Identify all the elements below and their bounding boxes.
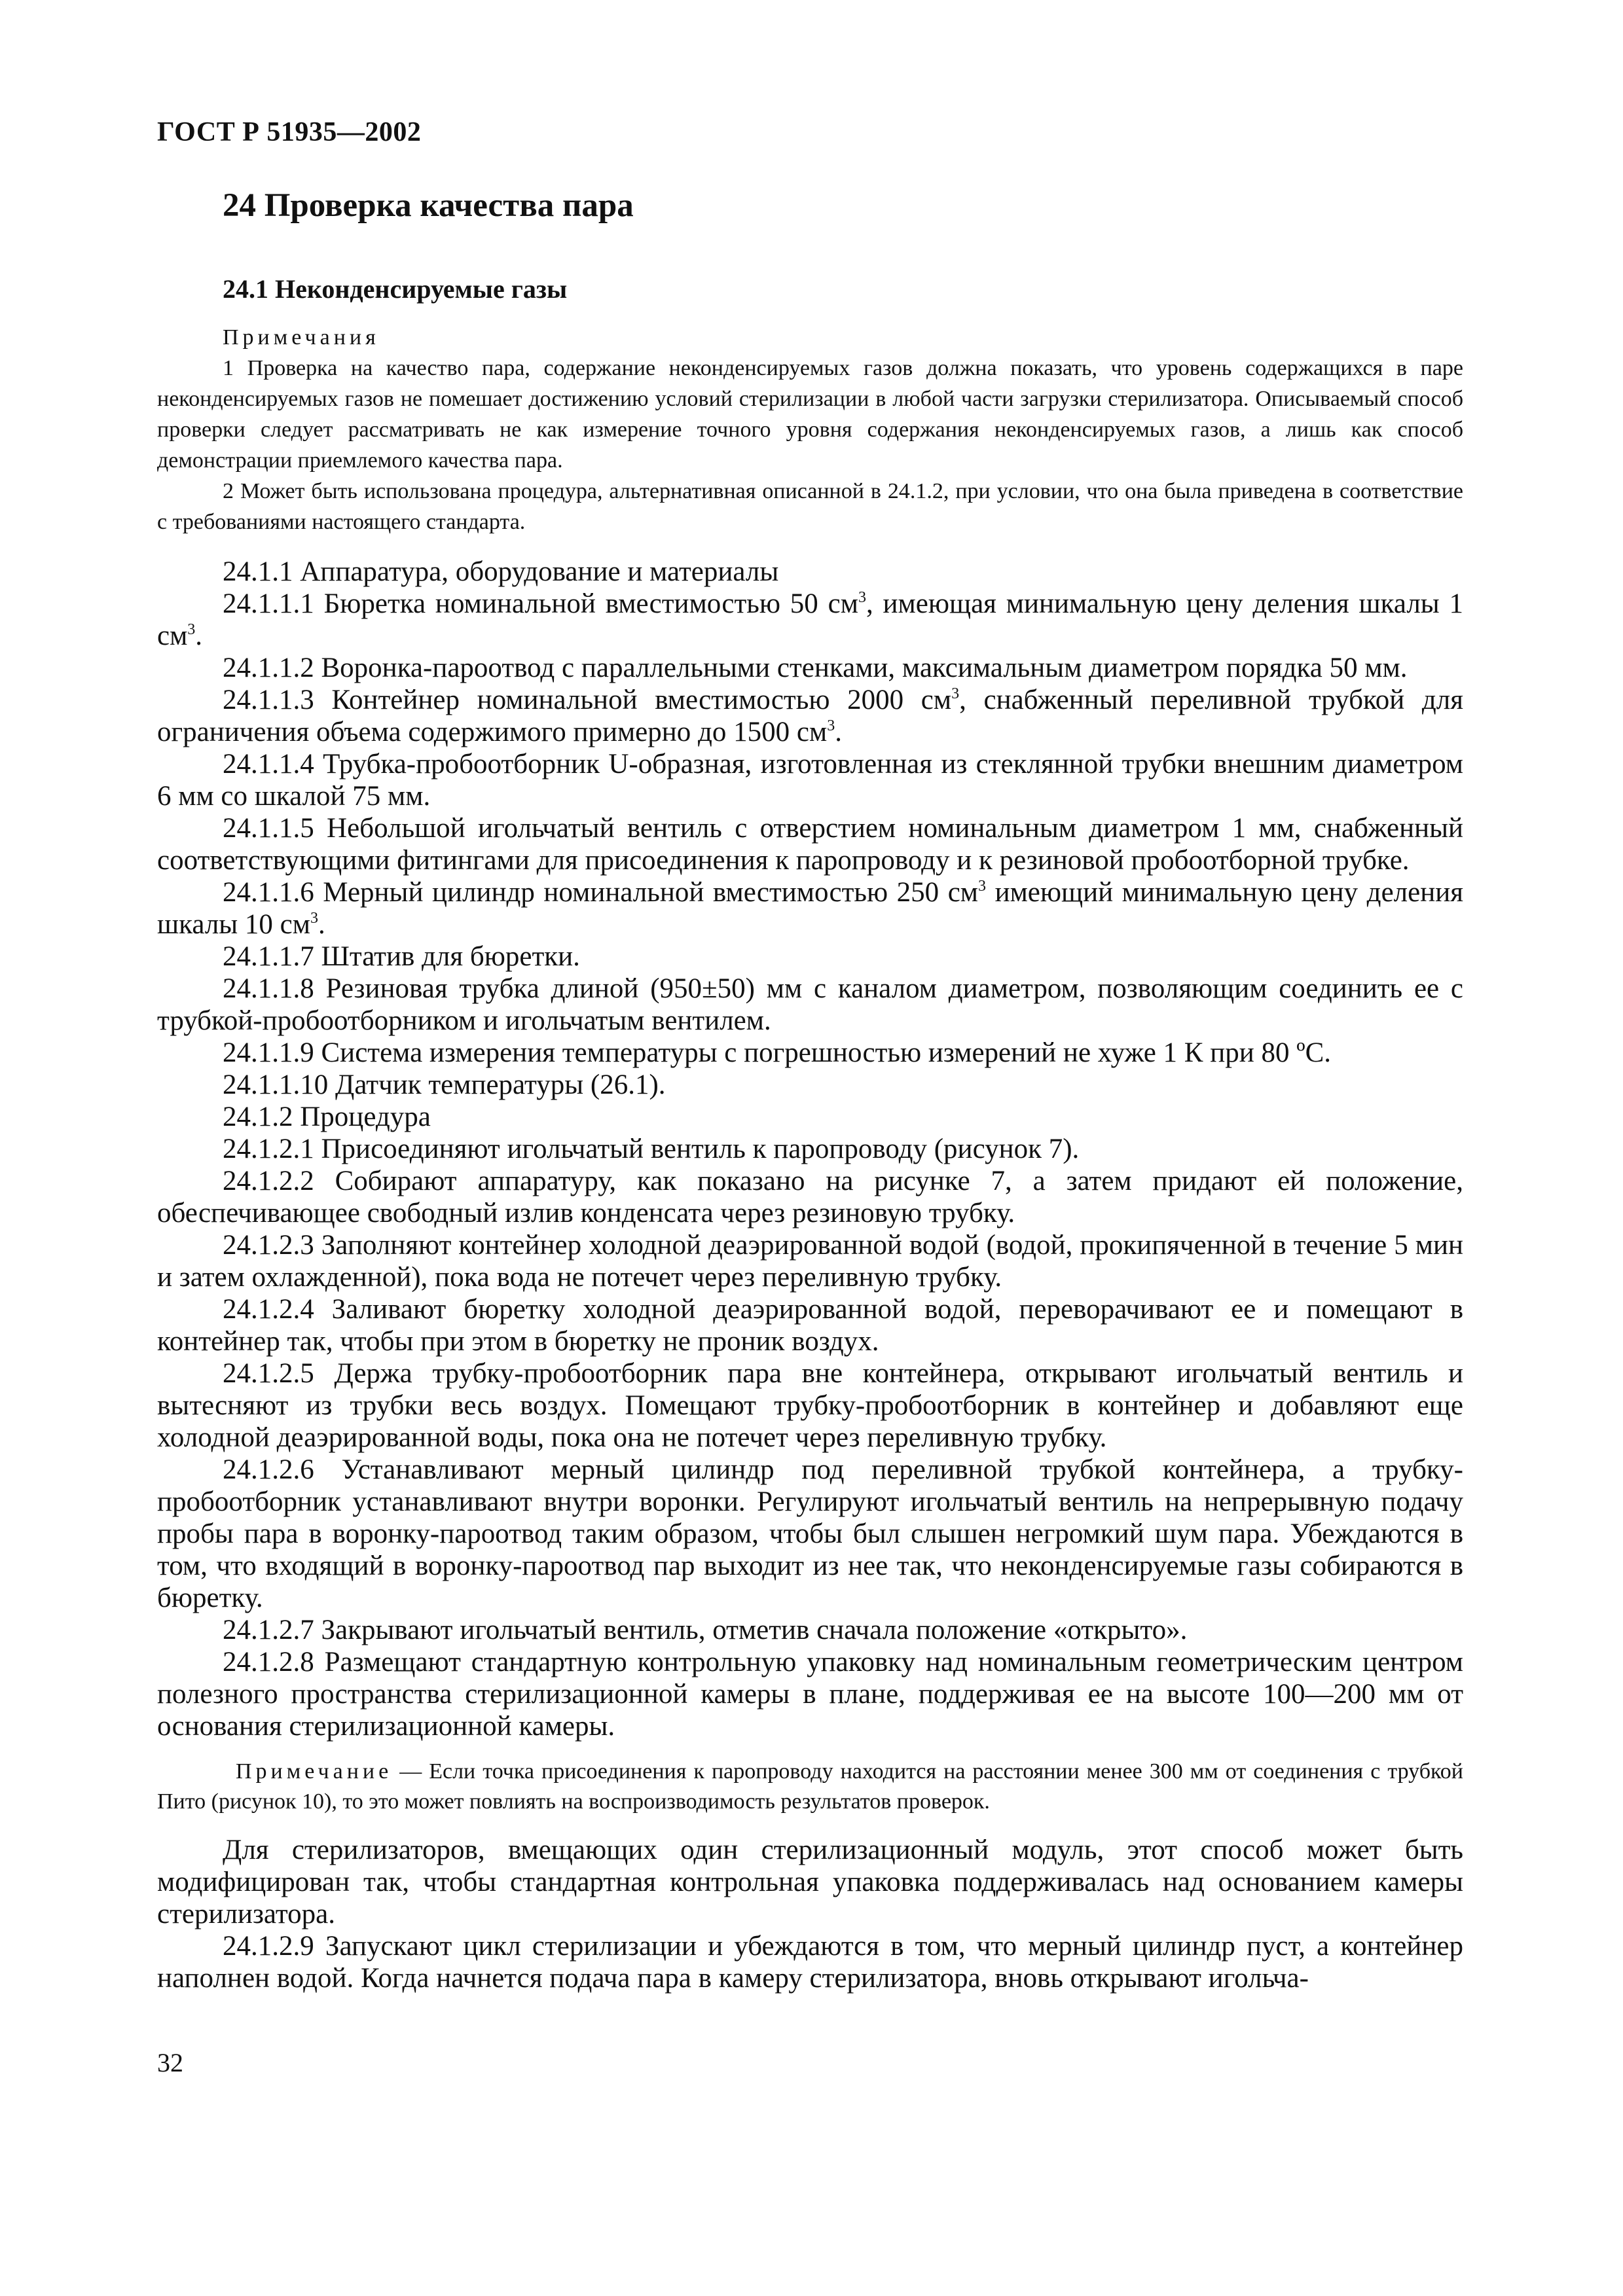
paragraph-24-1-1-10: 24.1.1.10 Датчик температуры (26.1). [223, 1069, 666, 1100]
section-title: 24 Проверка качества пара [223, 187, 634, 224]
paragraph-24-1-2-6: 24.1.2.6 Устанавливают мерный цилиндр под переливной трубкой контейнера, а трубку-пробоотборник устанавливают внутри воронки. Регулируют игольчатый вентиль на непрерывную подачу пробы пара в воронку-пароотвод таким образом, чтобы был слышен негромкий шум пара. Убеждаются в том, что входящий в воронку-пароотвод пар выходит из нее так, что неконденсируемые газы собираются в бюретку. [157, 1454, 1463, 1613]
paragraph-24-1-1-2: 24.1.1.2 Воронка-пароотвод с параллельными стенками, максимальным диаметром порядка 50 мм. [223, 653, 1408, 683]
paragraph-24-1-2-2: 24.1.2.2 Собирают аппаратуру, как показано на рисунке 7, а затем придают ей положение, обеспечивающее свободный излив конденсата через резиновую трубку. [157, 1166, 1463, 1229]
superscript-3: 3 [978, 878, 987, 895]
paragraph-text: . [318, 909, 325, 940]
paragraph-24-1-2-9: 24.1.2.9 Запускают цикл стерилизации и убеждаются в том, что мерный цилиндр пуст, а контейнер наполнен водой. Когда начнется подача пара в камеру стерилизатора, вновь открывают игольча- [157, 1931, 1463, 1994]
subsection-title: 24.1 Неконденсируемые газы [223, 274, 568, 304]
paragraph-24-1-1-8: 24.1.1.8 Резиновая трубка длиной (950±50) мм с каналом диаметром, позволяющим соединить ее с трубкой-пробоотборником и игольчатым вентилем. [157, 973, 1463, 1036]
paragraph-24-1-1: 24.1.1 Аппаратура, оборудование и материалы [223, 556, 779, 587]
paragraph-24-1-2-4: 24.1.2.4 Заливают бюретку холодной деаэрированной водой, переворачивают ее и помещают в контейнер так, чтобы при этом в бюретку не проник воздух. [157, 1294, 1463, 1357]
notes-block [157, 323, 1463, 537]
inline-note-label: Примечание [236, 1759, 393, 1784]
paragraph-24-1-1-3 [157, 684, 1463, 748]
superscript-3: 3 [951, 685, 960, 702]
paragraph-24-1-1-4: 24.1.1.4 Трубка-пробоотборник U-образная, изготовленная из стеклянной трубки внешним диаметром 6 мм со шкалой 75 мм. [157, 749, 1463, 812]
paragraph-24-1-2-3: 24.1.2.3 Заполняют контейнер холодной деаэрированной водой (водой, прокипяченной в течение 5 мин и затем охлажденной), пока вода не потечет через переливную трубку. [157, 1230, 1463, 1293]
paragraph-text: 24.1.1.3 Контейнер номинальной вместимостью 2000 см [223, 685, 952, 715]
paragraph-24-1-1-5: 24.1.1.5 Небольшой игольчатый вентиль с отверстием номинальным диаметром 1 мм, снабженный соответствующими фитингами для присоединения к паропроводу и к резиновой пробоотборной трубке. [157, 813, 1463, 876]
paragraph-24-1-1-7: 24.1.1.7 Штатив для бюретки. [223, 941, 580, 972]
page-number: 32 [157, 2048, 183, 2077]
paragraph-24-1-2-1: 24.1.2.1 Присоединяют игольчатый вентиль к паропроводу (рисунок 7). [223, 1134, 1080, 1164]
document-standard-id: ГОСТ Р 51935—2002 [157, 117, 422, 147]
paragraph-24-1-2-7: 24.1.2.7 Закрывают игольчатый вентиль, отметив сначала положение «открыто». [223, 1615, 1188, 1645]
superscript-3: 3 [827, 717, 835, 734]
document-body [157, 187, 1463, 1994]
paragraph-24-1-2-5: 24.1.2.5 Держа трубку-пробоотборник пара вне контейнера, открывают игольчатый вентиль и вытесняют из трубки весь воздух. Помещают трубку-пробоотборник в контейнер и добавляют еще холодной деаэрированной воды, пока она не потечет через переливную трубку. [157, 1358, 1463, 1453]
notes-label: Примечания [223, 325, 380, 350]
note-1: 1 Проверка на качество пара, содержание неконденсируемых газов должна показать, что уровень содержащихся в паре неконденсируемых газов не помешает достижению условий стерилизации в любой части загрузки стерилизатора. Описываемый способ проверки следует рассматривать не как измерение точного уровня содержания неконденсируемых газов, а лишь как способ демонстрации приемлемого качества пара. [157, 356, 1463, 473]
paragraph-text: , снабженный переливной трубкой для ограничения объема содержимого примерно до 1500 см [157, 685, 1463, 747]
paragraph-text: 24.1.1.6 Мерный цилиндр номинальной вместимостью 250 см [223, 877, 979, 908]
superscript-3: 3 [187, 621, 196, 638]
superscript-3: 3 [858, 589, 866, 606]
paragraph-text: , имеющая минимальную цену деления шкалы 1 см [157, 588, 1463, 651]
paragraph-24-1-1-6 [157, 876, 1463, 941]
paragraph-24-1-1-9: 24.1.1.9 Система измерения температуры с погрешностью измерений не хуже 1 К при 80 ºС. [223, 1037, 1332, 1068]
paragraph-text: 24.1.1.1 Бюретка номинальной вместимостью 50 см [223, 588, 858, 619]
inline-note [157, 1757, 1463, 1817]
paragraph-text: . [835, 717, 842, 747]
note-2: 2 Может быть использована процедура, альтернативная описанной в 24.1.2, при условии, что она была приведена в соответствие с требованиями настоящего стандарта. [157, 479, 1463, 534]
paragraph-text: имеющий минимальную цену деления шкалы 10 см [157, 877, 1463, 940]
paragraph-24-1-2-8: 24.1.2.8 Размещают стандартную контрольную упаковку над номинальным геометрическим центром полезного пространства стерилизационной камеры в плане, поддерживая ее на высоте 100—200 мм от основания стерилизационной камеры. [157, 1647, 1463, 1742]
superscript-3: 3 [310, 910, 318, 927]
paragraph-24-1-1-1 [157, 588, 1463, 652]
inline-note-text: — Если точка присоединения к паропроводу находится на расстоянии менее 300 мм от соединения с трубкой Пито (рисунок 10), то это может повлиять на воспроизводимость результатов проверок. [157, 1759, 1463, 1814]
paragraph-modification: Для стерилизаторов, вмещающих один стерилизационный модуль, этот способ может быть модифицирован так, чтобы стандартная контрольная упаковка поддерживалась над основанием камеры стерилизатора. [157, 1835, 1463, 1929]
paragraph-text: . [195, 620, 203, 651]
paragraph-24-1-2: 24.1.2 Процедура [223, 1102, 431, 1132]
